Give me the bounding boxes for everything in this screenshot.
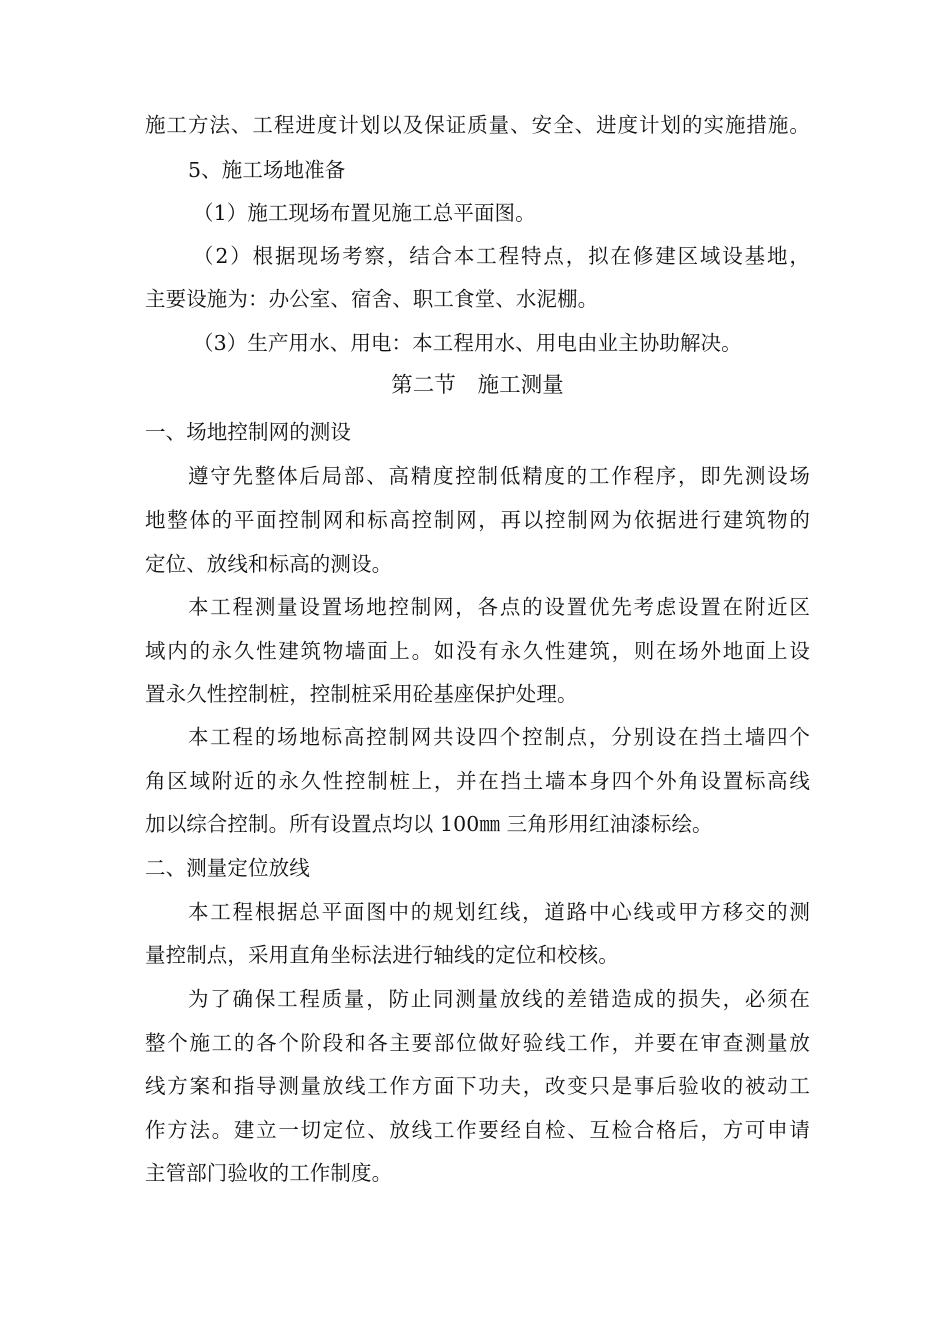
section-heading: 二、测量定位放线 [145,856,310,880]
list-item: （2）根据现场考察，结合本工程特点，拟在修建区域设基地， [193,244,810,268]
paragraph-line: 置永久性控制桩，控制桩采用砼基座保护处理。 [145,682,578,706]
paragraph-line: 施工方法、工程进度计划以及保证质量、安全、进度计划的实施措施。 [145,113,810,137]
section-title: 第二节 施工测量 [391,373,564,398]
paragraph-line: 线方案和指导测量放线工作方面下功夫，改变只是事后验收的被动工 [145,1074,810,1098]
subsection-heading: 5、施工场地准备 [188,158,346,182]
paragraph-line: 本工程根据总平面图中的规划红线，道路中心线或甲方移交的测 [188,900,810,924]
paragraph-line: 加以综合控制。所有设置点均以 100㎜ 三角形用红油漆标绘。 [145,812,713,836]
list-item: （3）生产用水、用电：本工程用水、用电由业主协助解决。 [193,331,742,355]
paragraph-line: 整个施工的各个阶段和各主要部位做好验线工作，并要在审查测量放 [145,1031,810,1055]
paragraph-line: 遵守先整体后局部、高精度控制低精度的工作程序，即先测设场 [188,464,810,488]
paragraph-line: 域内的永久性建筑物墙面上。如没有永久性建筑，则在场外地面上设 [145,639,810,663]
paragraph-line: 地整体的平面控制网和标高控制网，再以控制网为依据进行建筑物的 [145,508,810,532]
list-item: （1）施工现场布置见施工总平面图。 [193,201,536,225]
paragraph-line: 为了确保工程质量，防止同测量放线的差错造成的损失，必须在 [188,987,810,1011]
paragraph-line: 定位、放线和标高的测设。 [145,552,393,576]
paragraph-line: 主要设施为：办公室、宿舍、职工食堂、水泥棚。 [145,287,599,311]
paragraph-line: 主管部门验收的工作制度。 [145,1161,393,1185]
paragraph-line: 本工程的场地标高控制网共设四个控制点，分别设在挡土墙四个 [188,725,810,749]
paragraph-line: 量控制点，采用直角坐标法进行轴线的定位和校核。 [145,943,619,967]
paragraph-line: 作方法。建立一切定位、放线工作要经自检、互检合格后，方可申请 [145,1118,810,1142]
paragraph-line: 本工程测量设置场地控制网，各点的设置优先考虑设置在附近区 [188,595,810,619]
paragraph-line: 角区域附近的永久性控制桩上，并在挡土墙本身四个外角设置标高线 [145,769,810,793]
section-heading: 一、场地控制网的测设 [145,420,351,444]
